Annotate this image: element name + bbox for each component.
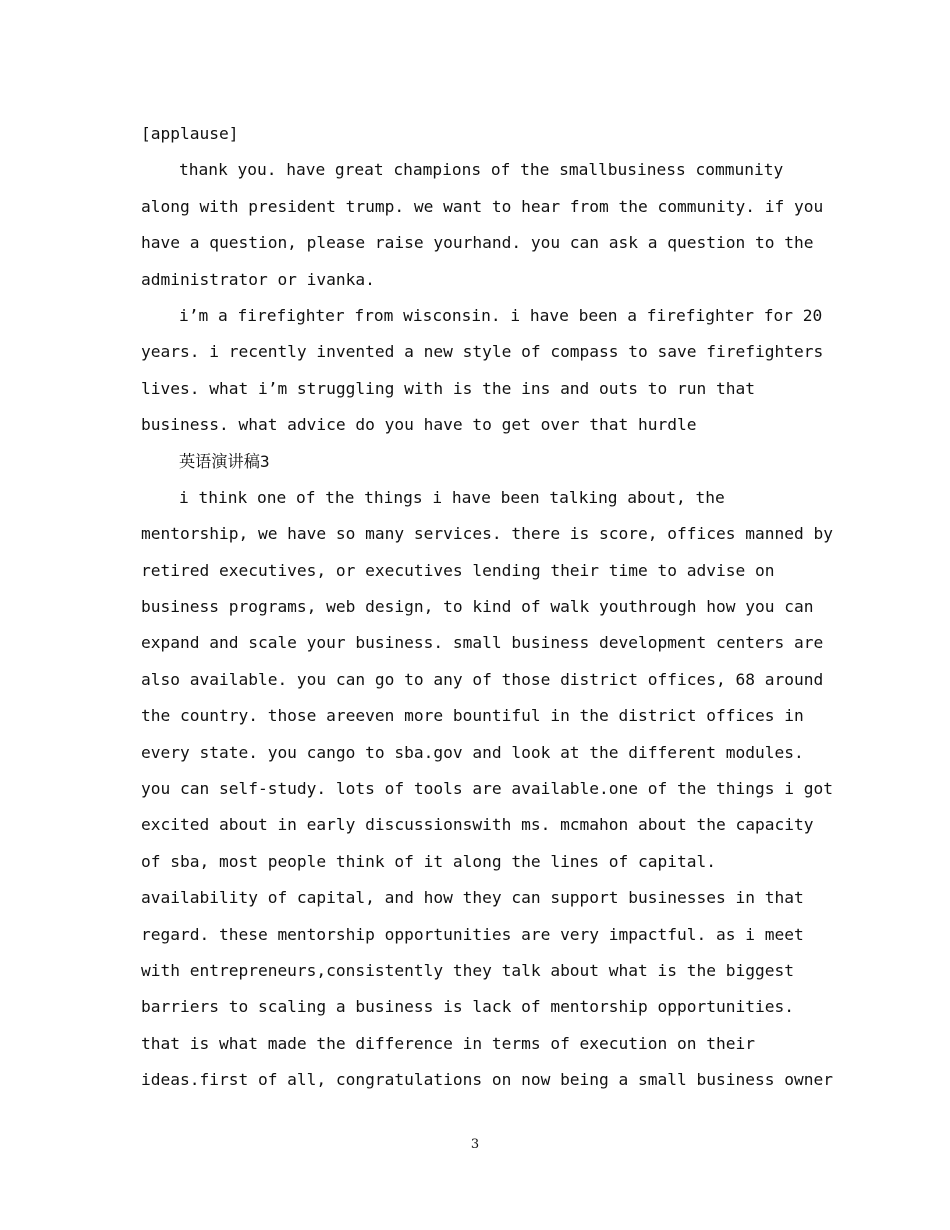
text-line: business programs, web design, to kind of walk youthrough how you can [141, 597, 814, 617]
text-line: mentorship, we have so many services. there is score, offices manned by [141, 524, 833, 544]
text-line: along with president trump. we want to hear from the community. if you [141, 196, 824, 216]
text-line: lives. what i’m struggling with is the ins and outs to run that [141, 378, 755, 398]
text-line: you can self-study. lots of tools are available.one of the things i got [141, 779, 833, 799]
text-line: i’m a firefighter from wisconsin. i have been a firefighter for 20 [179, 305, 823, 325]
text-line: [applause] [141, 124, 239, 143]
text-line: also available. you can go to any of those district offices, 68 around [141, 669, 824, 689]
text-line: 英语演讲稿3 [179, 451, 270, 471]
text-line: every state. you cango to sba.gov and look at the different modules. [141, 742, 804, 762]
page-number: 3 [470, 1137, 480, 1152]
text-line: thank you. have great champions of the smallbusiness community [179, 160, 784, 180]
text-line: ideas.first of all, congratulations on now being a small business owner [141, 1070, 833, 1090]
text-line: regard. these mentorship opportunities are very impactful. as i meet [141, 924, 804, 944]
text-line: that is what made the difference in terms of execution on their [141, 1033, 755, 1053]
text-line: barriers to scaling a business is lack of mentorship opportunities. [141, 997, 794, 1017]
text-line: with entrepreneurs,consistently they talk about what is the biggest [141, 960, 794, 980]
text-line: excited about in early discussionswith ms. mcmahon about the capacity [141, 815, 814, 835]
text-line: business. what advice do you have to get over that hurdle [141, 415, 697, 435]
text-line: of sba, most people think of it along the lines of capital. [141, 851, 716, 871]
text-line: i think one of the things i have been talking about, the [179, 487, 725, 507]
text-line: expand and scale your business. small business development centers are [141, 633, 824, 653]
text-line: have a question, please raise yourhand. you can ask a question to the [141, 233, 814, 253]
body-text [141, 116, 833, 1099]
text-line: years. i recently invented a new style of compass to save firefighters [141, 342, 824, 362]
text-line: availability of capital, and how they can support businesses in that [141, 888, 804, 908]
text-line: retired executives, or executives lending their time to advise on [141, 560, 775, 580]
text-line: the country. those areeven more bountiful in the district offices in [141, 706, 804, 726]
text-line: administrator or ivanka. [141, 269, 375, 289]
